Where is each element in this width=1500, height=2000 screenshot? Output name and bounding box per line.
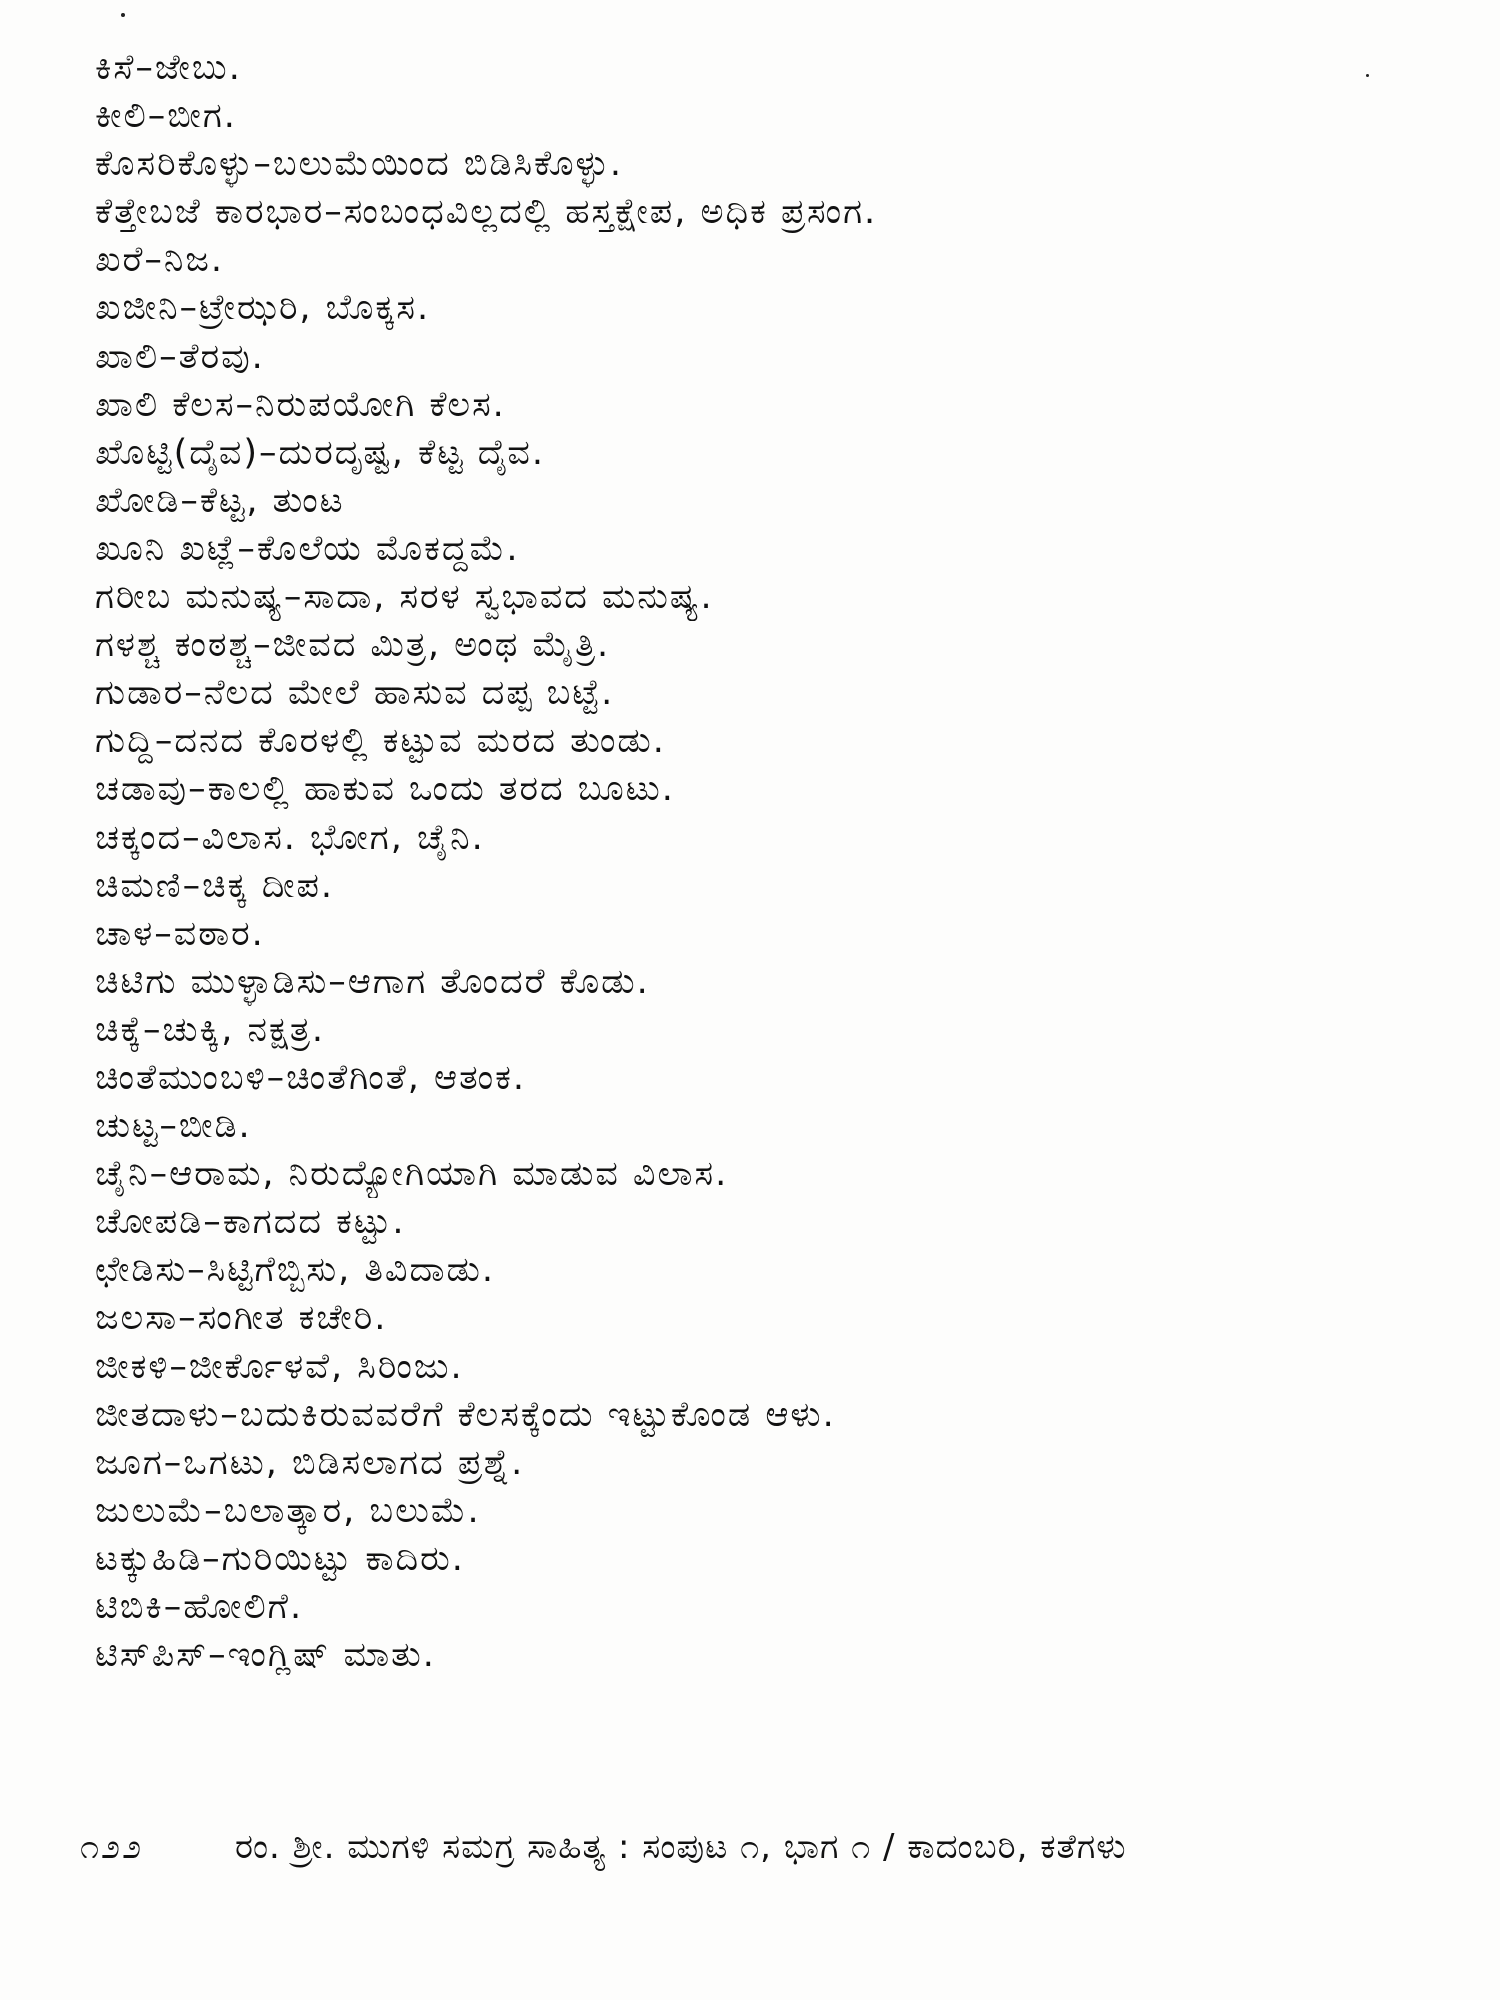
- glossary-entry: ಗಳಶ್ಚ ಕಂಠಶ್ಚ–ಜೀವದ ಮಿತ್ರ, ಅಂಥ ಮೈತ್ರಿ.: [95, 625, 611, 666]
- glossary-entry: ಖೋಡಿ–ಕೆಟ್ಟ, ತುಂಟ: [95, 480, 345, 521]
- glossary-entry: ಗುದ್ದಿ–ದನದ ಕೊರಳಲ್ಲಿ ಕಟ್ಟುವ ಮರದ ತುಂಡು.: [95, 721, 666, 762]
- glossary-entry: ಜೀಕಳಿ–ಜೀರ್ಕೊಳವೆ, ಸಿರಿಂಜು.: [95, 1346, 464, 1387]
- glossary-entry: ಚಡಾವು–ಕಾಲಲ್ಲಿ ಹಾಕುವ ಒಂದು ತರದ ಬೂಟು.: [95, 769, 675, 810]
- glossary-entry: ಚಿಕ್ಕೆ–ಚುಕ್ಕಿ, ನಕ್ಷತ್ರ.: [95, 1009, 326, 1050]
- glossary-entry: ಕೊಸರಿಕೊಳ್ಳು–ಬಲುಮೆಯಿಂದ ಬಿಡಿಸಿಕೊಳ್ಳು.: [95, 144, 623, 185]
- glossary-entry: ಖಾಲಿ ಕೆಲಸ–ನಿರುಪಯೋಗಿ ಕೆಲಸ.: [95, 384, 506, 425]
- glossary-entry: ಚಾಳ–ವಠಾರ.: [95, 913, 265, 954]
- glossary-entry: ಖಜೀನಿ–ಟ್ರೇಝರಿ, ಬೊಕ್ಕಸ.: [95, 288, 431, 329]
- glossary-entry: ಟಿಸ್‌ಪಿಸ್–ಇಂಗ್ಲಿಷ್ ಮಾತು.: [95, 1635, 436, 1676]
- book-source-line: ರಂ. ಶ್ರೀ. ಮುಗಳಿ ಸಮಗ್ರ ಸಾಹಿತ್ಯ : ಸಂಪುಟ ೧, ಭಾಗ ೧ / ಕಾದಂಬರಿ, ಕತೆಗಳು: [235, 1827, 1127, 1867]
- glossary-entry: ಚಿಂತೆಮುಂಬಳಿ–ಚಿಂತೆಗಿಂತೆ, ಆತಂಕ.: [95, 1057, 527, 1098]
- glossary-entry: ಖೂನಿ ಖಟ್ಲೆ–ಕೊಲೆಯ ಮೊಕದ್ದಮೆ.: [95, 528, 520, 569]
- glossary-entry: ಚೋಪಡಿ–ಕಾಗದದ ಕಟ್ಟು.: [95, 1202, 406, 1243]
- glossary-entry: ಕೆತ್ತೇಬಜೆ ಕಾರಭಾರ–ಸಂಬಂಧವಿಲ್ಲದಲ್ಲಿ ಹಸ್ತಕ್ಷೇಪ, ಅಧಿಕ ಪ್ರಸಂಗ.: [95, 192, 878, 233]
- page-number: ೧೨೨: [80, 1827, 144, 1867]
- glossary-entry: ಛೇಡಿಸು–ಸಿಟ್ಟಿಗೆಬ್ಬಿಸು, ತಿವಿದಾಡು.: [95, 1250, 496, 1291]
- glossary-entry: ಕಿಸೆ–ಜೇಬು.: [95, 48, 242, 88]
- page-footer: [80, 1822, 1460, 1872]
- glossary-entry: ಚೈನಿ–ಆರಾಮ, ನಿರುದ್ಯೋಗಿಯಾಗಿ ಮಾಡುವ ವಿಲಾಸ.: [95, 1154, 729, 1195]
- glossary-entry: ಗುಡಾರ–ನೆಲದ ಮೇಲೆ ಹಾಸುವ ದಪ್ಪ ಬಟ್ಟೆ.: [95, 673, 615, 714]
- glossary-entry: ಜಲಸಾ–ಸಂಗೀತ ಕಚೇರಿ.: [95, 1298, 388, 1339]
- glossary-entry: ಖೊಟ್ಟಿ(ದೈವ)–ದುರದೃಷ್ಟ, ಕೆಟ್ಟ ದೈವ.: [95, 432, 545, 473]
- glossary-entry: ಟಕ್ಕುಹಿಡಿ–ಗುರಿಯಿಟ್ಟು ಕಾದಿರು.: [95, 1538, 465, 1579]
- glossary-entry: ಚಿಮಣಿ–ಚಿಕ್ಕ ದೀಪ.: [95, 865, 335, 906]
- glossary-entry: ಜುಲುಮೆ–ಬಲಾತ್ಕಾರ, ಬಲುಮೆ.: [95, 1490, 481, 1531]
- glossary-entry: ಗರೀಬ ಮನುಷ್ಯ–ಸಾದಾ, ಸರಳ ಸ್ವಭಾವದ ಮನುಷ್ಯ.: [95, 577, 714, 618]
- glossary-entry: ಕೀಲಿ–ಬೀಗ.: [95, 96, 237, 137]
- glossary-entry: ಚುಟ್ಟ–ಬೀಡಿ.: [95, 1106, 252, 1147]
- glossary-entry: ಚಕ್ಕಂದ–ವಿಲಾಸ. ಭೋಗ, ಚೈನಿ.: [95, 817, 485, 858]
- glossary-entry: ಜೀತದಾಳು–ಬದುಕಿರುವವರೆಗೆ ಕೆಲಸಕ್ಕೆಂದು ಇಟ್ಟುಕೊಂಡ ಆಳು.: [95, 1394, 836, 1435]
- glossary-entry: ಚಿಟಿಗು ಮುಳ್ಳಾಡಿಸು–ಆಗಾಗ ತೊಂದರೆ ಕೊಡು.: [95, 961, 650, 1002]
- glossary-list: [95, 44, 1435, 1679]
- glossary-entry: ಟಿಬಿಕಿ–ಹೋಲಿಗೆ.: [95, 1587, 304, 1627]
- glossary-entry: ಜೂಗ–ಒಗಟು, ಬಿಡಿಸಲಾಗದ ಪ್ರಶ್ನೆ.: [95, 1442, 525, 1483]
- scan-speck: [121, 13, 125, 17]
- glossary-entry: ಖಾಲಿ–ತೆರವು.: [95, 336, 265, 377]
- glossary-entry: ಖರೆ–ನಿಜ.: [95, 240, 225, 281]
